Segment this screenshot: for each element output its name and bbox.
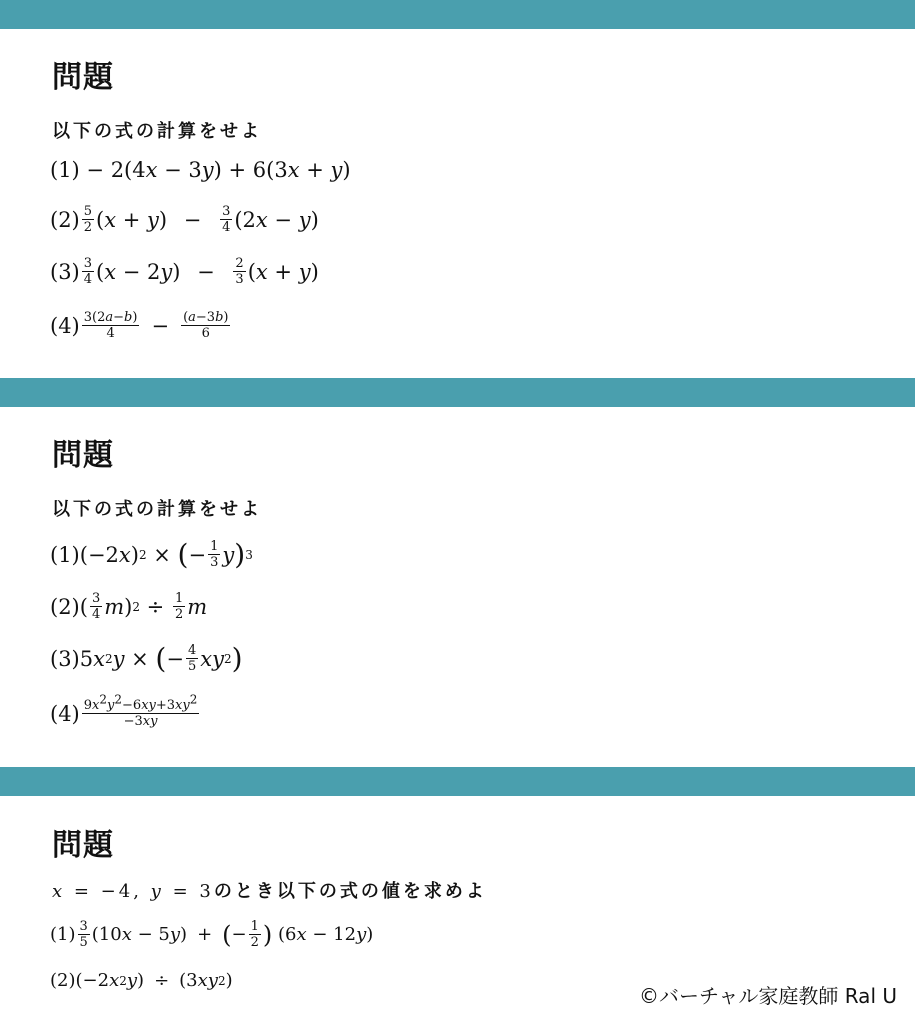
section-header-band-3 [0,767,915,796]
section-2-instruction: 以下の式の計算をせよ [52,499,262,520]
problem-2-4: (4) $\frac{9x^2y^2-6xy+3xy^2}{-3xy}$ [50,692,198,729]
problem-1-3: (3) $\frac{3}{4}$ ( x − 2 y ) − $\frac{2}{3}$ ( x + y ) [50,256,319,287]
problem-1-1: (1) − 2(4 x − 3 y ) + 6(3 x + y ) [50,158,351,182]
section-1-title: 問題 [52,60,114,95]
problem-2-1: (1)(−2 x ) 2 × ( − $\frac{1}{3}$ y ) 3 [50,537,253,571]
copyright-footer: ©バーチャル家庭教師 Ral U [638,984,897,1008]
section-3-instruction: x = −4, y = 3のとき以下の式の値を求めよ [52,881,487,902]
section-1-instruction: 以下の式の計算をせよ [52,121,262,142]
problem-2-3: (3)5 x 2 y × ( − $\frac{4}{5}$ xy 2 ) [50,641,243,675]
problem-1-4: (4) $\frac{3(2a-b)}{4}$ − $\frac{(a-3b)}{6}$ [50,310,229,341]
section-header-band-2 [0,378,915,407]
problem-1-2: (2) $\frac{5}{2}$ ( x + y ) − $\frac{3}{4}$ (2 x − y ) [50,204,319,235]
problem-2-2: (2)( $\frac{3}{4}$ m ) 2 ÷ $\frac{1}{2}$ m [50,591,208,622]
section-3-title: 問題 [52,828,114,863]
problem-3-2: (2)(−2 x 2 y ) ÷ (3 xy 2 ) [50,970,233,991]
problem-3-1: (1) $\frac{3}{5}$ (10 x − 5 y ) + ( − $\frac{1}{2}$ ) (6 x − 12 y ) [50,919,374,950]
section-2-title: 問題 [52,438,114,473]
section-header-band-1 [0,0,915,29]
